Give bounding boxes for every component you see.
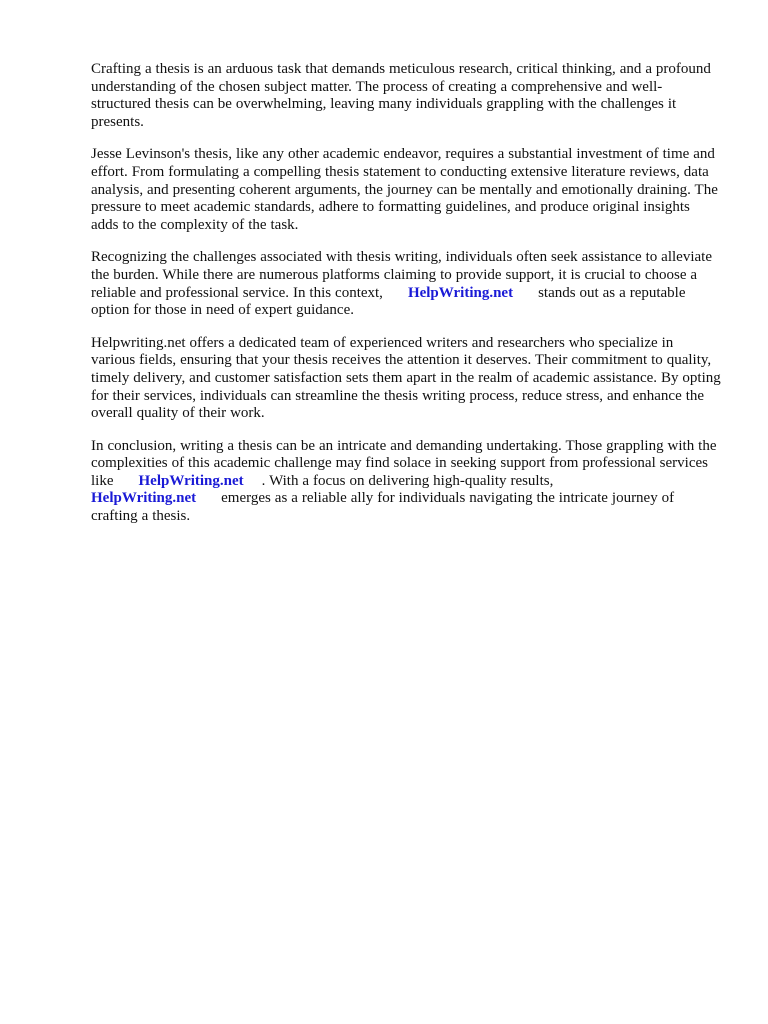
paragraph-levinson-thesis: Jesse Levinson's thesis, like any other academic endeavor, requires a substantial investment of time and effort. From formulating a compelling thesis statement to conducting extensive literature reviews, data analysis, and presenting coherent arguments, the journey can be mentally and emotionally draining. The pressure to meet academic standards, adhere to formatting guidelines, and produce original insights adds to the complexity of the task. <box>91 146 718 233</box>
helpwriting-link[interactable]: HelpWriting.net <box>91 490 197 507</box>
paragraph-recognizing-challenges <box>91 249 721 319</box>
paragraph-text: stands out as a reputable option for those in need of expert guidance. <box>91 284 686 319</box>
paragraph-text: . With a focus on delivering high-quality results, <box>261 472 554 489</box>
paragraph-text: emerges as a reliable ally for individuals navigating the intricate journey of crafting a thesis. <box>91 490 675 525</box>
paragraph-text: In conclusion, writing a thesis can be an intricate and demanding undertaking. Those grappling with the complexities of this academic challenge may find solace in seeking support from professional services like <box>91 437 717 489</box>
helpwriting-link[interactable]: HelpWriting.net <box>138 472 244 489</box>
helpwriting-link[interactable]: HelpWriting.net <box>407 284 514 301</box>
paragraph-helpwriting-offers: Helpwriting.net offers a dedicated team of experienced writers and researchers who specialize in various fields, ensuring that your thesis receives the attention it deserves. Their commitment to quality, timely delivery, and customer satisfaction sets them apart in the realm of academic assistance. By opting for their services, individuals can streamline the thesis writing process, reduce stress, and enhance the overall quality of their work. <box>91 334 721 422</box>
document-body <box>91 61 721 541</box>
paragraph-intro: Crafting a thesis is an arduous task that demands meticulous research, critical thinking, and a profound understanding of the chosen subject matter. The process of creating a comprehensive and well-structured thesis can be overwhelming, leaving many individuals grappling with the challenges it presents. <box>91 61 711 130</box>
paragraph-text: Recognizing the challenges associated with thesis writing, individuals often seek assistance to alleviate the burden. While there are numerous platforms claiming to provide support, it is crucial to choose a reliable and professional service. In this context, <box>91 249 712 301</box>
paragraph-conclusion <box>91 438 721 526</box>
